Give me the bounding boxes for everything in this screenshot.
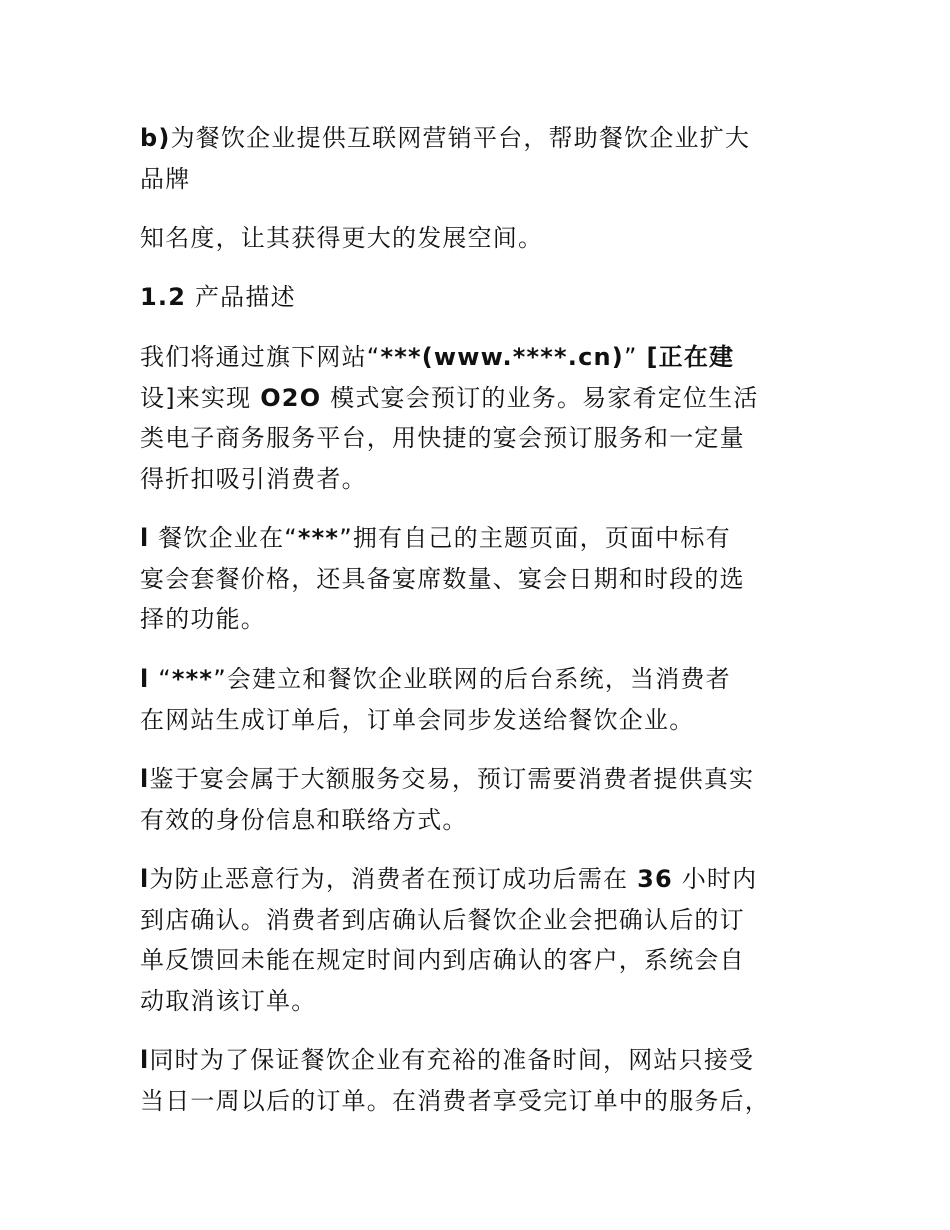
paragraph-line bbox=[140, 518, 810, 559]
paragraph-text: 类电子商务服务平台，用快捷的宴会预订服务和一定量 bbox=[140, 424, 745, 452]
site-name: ***(www.****.cn) bbox=[380, 343, 624, 371]
paragraph-text: 单反馈回未能在规定时间内到店确认的客户，系统会自 bbox=[140, 946, 745, 974]
bullet-marker: l bbox=[140, 865, 150, 893]
paragraph-text: 同时为了保证餐饮企业有充裕的准备时间，网站只接受 bbox=[149, 1046, 755, 1074]
paragraph-text: ”会建立和餐饮企业联网的后台系统，当消费者 bbox=[213, 665, 731, 693]
paragraph-text: 来实现 bbox=[175, 383, 261, 412]
bracket-note-end: 设] bbox=[140, 383, 176, 412]
bullet-marker: l bbox=[140, 1046, 150, 1074]
paragraph-line bbox=[140, 659, 810, 700]
paragraph-text: 动取消该订单。 bbox=[140, 986, 317, 1015]
paragraph-line bbox=[140, 378, 810, 419]
paragraph-text: 品牌 bbox=[140, 164, 191, 193]
paragraph-text: 当日一周以后的订单。在消费者享受完订单中的服务后， bbox=[140, 1086, 770, 1115]
paragraph-text: 模式宴会预订的业务。易家肴定位生活 bbox=[321, 383, 759, 412]
paragraph-line bbox=[140, 1040, 810, 1081]
paragraph-text: 有效的身份信息和联络方式。 bbox=[140, 805, 468, 834]
paragraph-text: 在网站生成订单后，订单会同步发送给餐饮企业。 bbox=[140, 705, 695, 734]
bullet-marker: l bbox=[140, 765, 150, 793]
paragraph-text: 小时内 bbox=[672, 865, 758, 893]
paragraph-text: 我们将通过旗下网站“ bbox=[140, 343, 381, 371]
paragraph-b bbox=[140, 118, 810, 199]
paragraph-text: “ bbox=[158, 665, 172, 693]
bullet-item bbox=[140, 1040, 810, 1121]
paragraph-text: ” bbox=[623, 343, 638, 371]
paragraph-text: 择的功能。 bbox=[140, 605, 266, 633]
paragraph-text: 为防止恶意行为，消费者在预订成功后需在 bbox=[149, 865, 638, 893]
list-marker: b) bbox=[140, 124, 171, 152]
paragraph-text: 餐饮企业在“ bbox=[158, 524, 298, 552]
paragraph-text: 知名度，让其获得更大的发展空间。 bbox=[140, 224, 544, 252]
bullet-item bbox=[140, 859, 810, 1021]
paragraph-text: 到店确认。消费者到店确认后餐饮企业会把确认后的订 bbox=[140, 905, 745, 934]
hours-number: 36 bbox=[637, 865, 673, 893]
site-name: *** bbox=[297, 524, 340, 552]
intro-paragraph bbox=[140, 337, 810, 499]
bullet-marker: l bbox=[140, 665, 150, 693]
paragraph-line bbox=[140, 118, 810, 159]
paragraph-text: ”拥有自己的主题页面，页面中标有 bbox=[339, 524, 731, 552]
paragraph-fame bbox=[140, 218, 810, 259]
section-number: 1.2 bbox=[140, 283, 187, 311]
paragraph-text: 为餐饮企业提供互联网营销平台，帮助餐饮企业扩大 bbox=[170, 124, 751, 152]
bracket-note: [正在建 bbox=[646, 343, 735, 371]
paragraph-text: 宴会套餐价格，还具备宴席数量、宴会日期和时段的选 bbox=[140, 564, 745, 593]
section-heading bbox=[140, 277, 810, 318]
bullet-item bbox=[140, 759, 810, 840]
paragraph-line bbox=[140, 337, 810, 378]
paragraph-line bbox=[140, 859, 810, 900]
site-name: *** bbox=[171, 665, 214, 693]
bullet-marker: l bbox=[140, 524, 150, 552]
bullet-item bbox=[140, 518, 810, 640]
o2o-term: O2O bbox=[260, 383, 322, 412]
paragraph-line bbox=[140, 759, 810, 800]
section-title: 产品描述 bbox=[194, 283, 296, 311]
paragraph-text: 得折扣吸引消费者。 bbox=[140, 464, 367, 493]
paragraph-text: 鉴于宴会属于大额服务交易，预订需要消费者提供真实 bbox=[149, 765, 755, 793]
bullet-item bbox=[140, 659, 810, 740]
